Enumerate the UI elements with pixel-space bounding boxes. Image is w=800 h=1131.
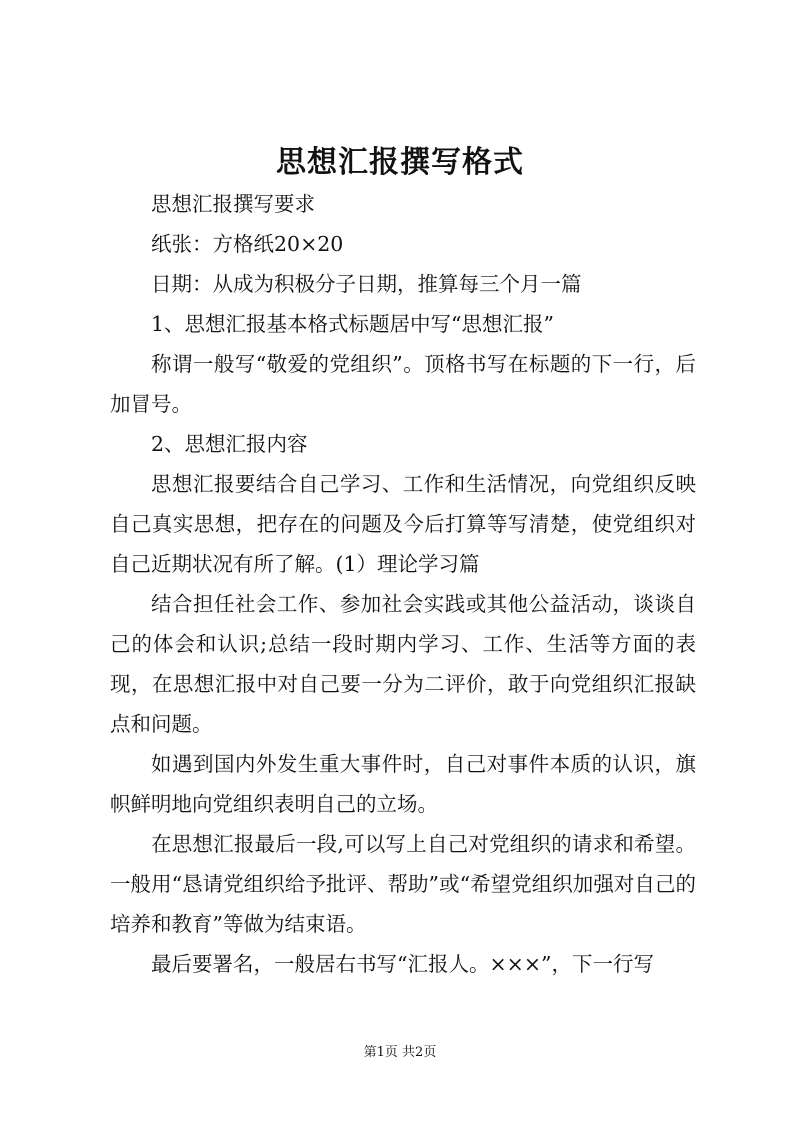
paragraph: 1、思想汇报基本格式标题居中写“思想汇报” — [151, 312, 555, 336]
document-title: 思想汇报撰写格式 — [276, 145, 524, 180]
paragraph: 称谓一般写“敬爱的党组织”。顶格书写在标题的下一行，后加冒号。 — [110, 352, 696, 416]
paragraph: 思想汇报撰写要求 — [151, 192, 315, 216]
paragraph: 思想汇报要结合自己学习、工作和生活情况，向党组织反映自己真实思想，把存在的问题及今后打算等写清楚，使党组织对自己近期状况有所了解。(1）理论学习篇 — [110, 472, 696, 576]
paragraph: 2、思想汇报内容 — [151, 432, 308, 456]
paragraph: 如遇到国内外发生重大事件时，自己对事件本质的认识，旗帜鲜明地向党组织表明自己的立场。 — [110, 752, 696, 816]
paragraph: 纸张：方格纸20×20 — [151, 232, 344, 256]
paragraph: 在思想汇报最后一段,可以写上自己对党组织的请求和希望。一般用“恳请党组织给予批评、帮助”或“希望党组织加强对自己的培养和教育”等做为结束语。 — [110, 832, 696, 936]
page-footer: 第1页 共2页 — [363, 1045, 437, 1060]
paragraph: 日期：从成为积极分子日期，推算每三个月一篇 — [151, 272, 582, 296]
paragraph: 最后要署名，一般居右书写“汇报人。×××”，下一行写 — [151, 952, 654, 976]
document-body — [110, 184, 696, 984]
paragraph: 结合担任社会工作、参加社会实践或其他公益活动，谈谈自己的体会和认识;总结一段时期内学习、工作、生活等方面的表现，在思想汇报中对自己要一分为二评价，敢于向党组织汇报缺点和问题。 — [110, 592, 696, 736]
